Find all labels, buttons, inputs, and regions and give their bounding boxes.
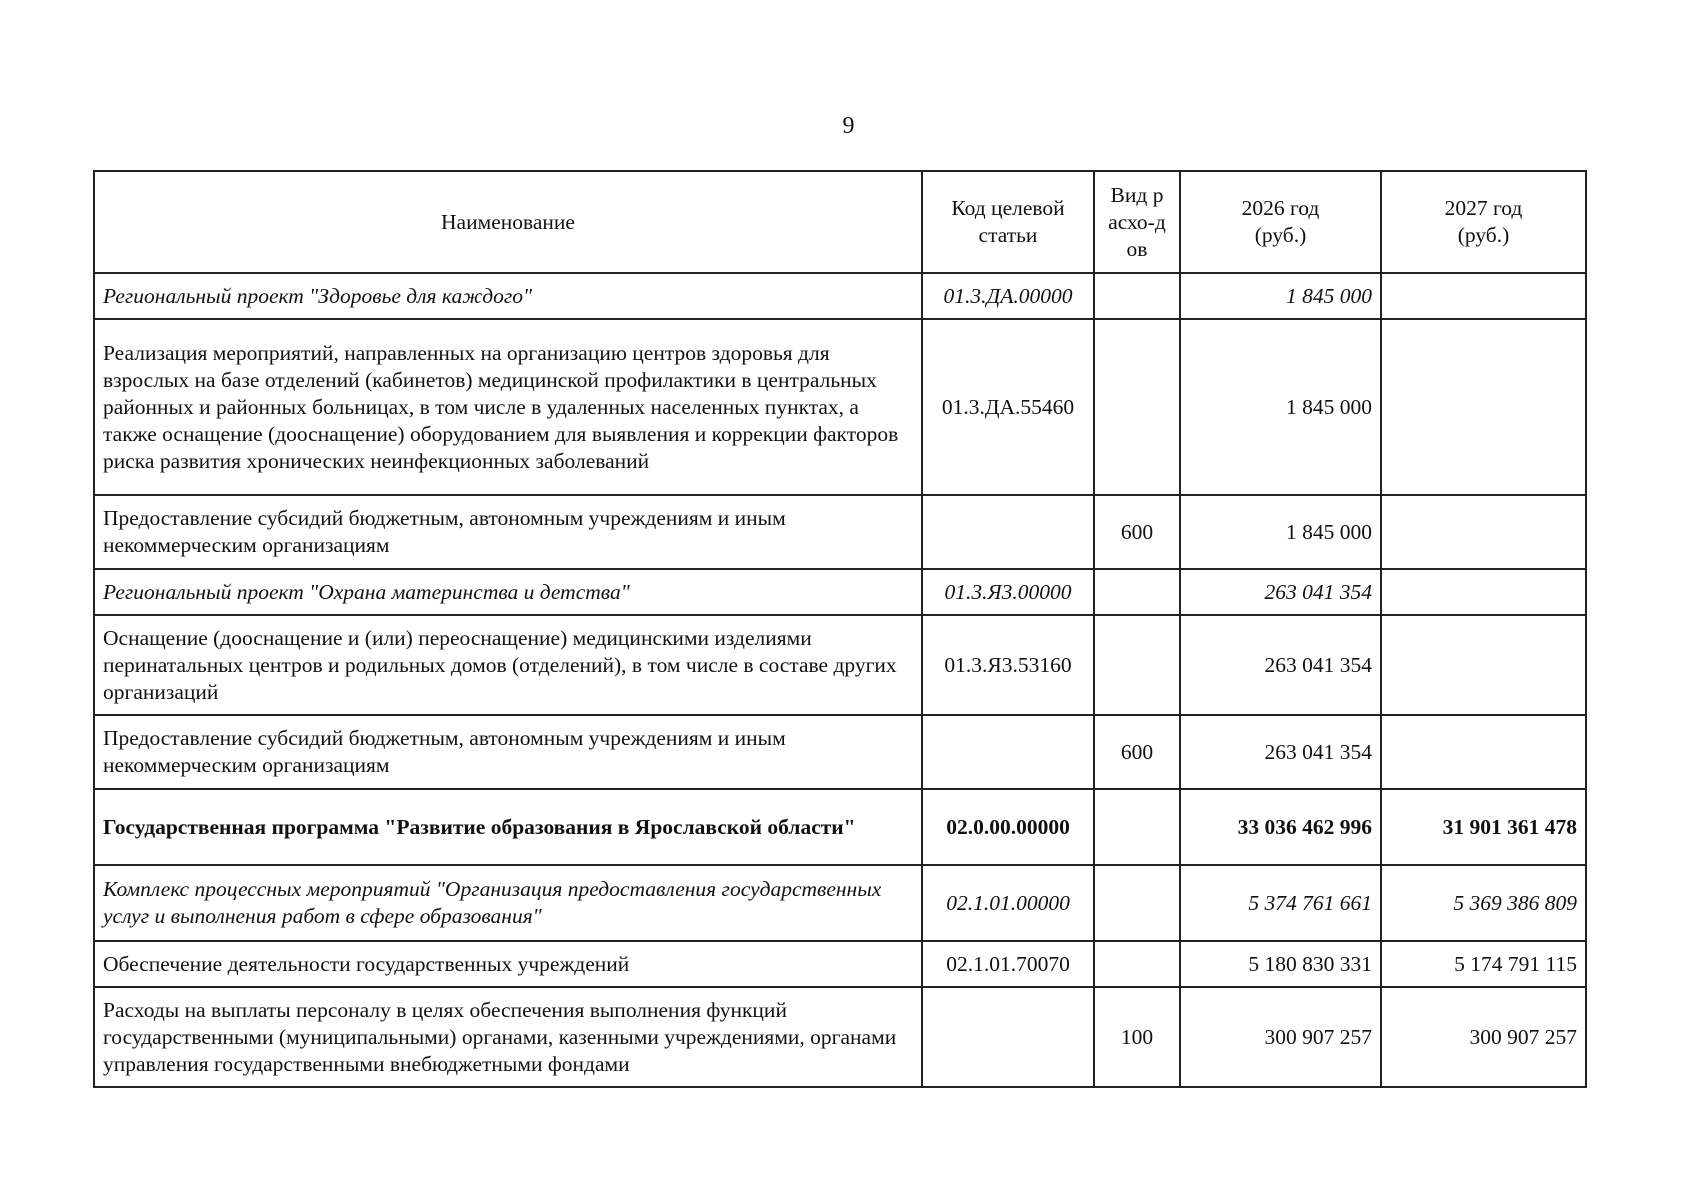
row-type: 600 bbox=[1094, 715, 1180, 789]
table-row bbox=[94, 615, 1586, 715]
row-2027: 31 901 361 478 bbox=[1381, 789, 1586, 865]
row-2026: 263 041 354 bbox=[1180, 615, 1381, 715]
row-type bbox=[1094, 319, 1180, 495]
row-name: Обеспечение деятельности государственных учреждений bbox=[94, 941, 922, 987]
table-header-row bbox=[94, 171, 1586, 273]
header-2027-text: 2027 год (руб.) bbox=[1444, 196, 1523, 247]
row-type bbox=[1094, 569, 1180, 615]
row-code: 02.0.00.00000 bbox=[922, 789, 1094, 865]
row-code: 01.3.Я3.53160 bbox=[922, 615, 1094, 715]
row-type: 100 bbox=[1094, 987, 1180, 1087]
row-name: Оснащение (дооснащение и (или) переоснащение) медицинскими изделиями перинатальных центров и родильных домов (отделений), в том числе в составе других организаций bbox=[94, 615, 922, 715]
row-type bbox=[1094, 865, 1180, 941]
row-name: Расходы на выплаты персоналу в целях обеспечения выполнения функций государственными (муниципальными) органами, казенными учреждениями, органами управления государственными внебюджетными фондами bbox=[94, 987, 922, 1087]
page-number: 9 bbox=[842, 113, 855, 139]
row-name: Комплекс процессных мероприятий "Организация предоставления государственных услуг и выполнения работ в сфере образования" bbox=[94, 865, 922, 941]
row-2027 bbox=[1381, 273, 1586, 319]
row-2026: 5 180 830 331 bbox=[1180, 941, 1381, 987]
row-code: 01.3.ДА.00000 bbox=[922, 273, 1094, 319]
row-2027 bbox=[1381, 715, 1586, 789]
row-name: Региональный проект "Охрана материнства и детства" bbox=[94, 569, 922, 615]
row-2027 bbox=[1381, 569, 1586, 615]
row-name: Региональный проект "Здоровье для каждого" bbox=[94, 273, 922, 319]
row-name: Предоставление субсидий бюджетным, автономным учреждениям и иным некоммерческим организациям bbox=[94, 495, 922, 569]
header-type-text: Вид расхо-дов bbox=[1108, 182, 1166, 261]
row-2026: 263 041 354 bbox=[1180, 715, 1381, 789]
header-2027 bbox=[1381, 171, 1586, 273]
row-type bbox=[1094, 789, 1180, 865]
row-2027: 5 369 386 809 bbox=[1381, 865, 1586, 941]
row-name: Государственная программа "Развитие образования в Ярославской области" bbox=[94, 789, 922, 865]
table-row bbox=[94, 319, 1586, 495]
row-2027 bbox=[1381, 615, 1586, 715]
row-code bbox=[922, 495, 1094, 569]
table-row bbox=[94, 495, 1586, 569]
row-type bbox=[1094, 273, 1180, 319]
row-type bbox=[1094, 615, 1180, 715]
row-2026: 5 374 761 661 bbox=[1180, 865, 1381, 941]
row-code bbox=[922, 715, 1094, 789]
row-code: 02.1.01.00000 bbox=[922, 865, 1094, 941]
row-2027 bbox=[1381, 319, 1586, 495]
header-type bbox=[1094, 171, 1180, 273]
table-row bbox=[94, 987, 1586, 1087]
header-2026 bbox=[1180, 171, 1381, 273]
row-2027: 300 907 257 bbox=[1381, 987, 1586, 1087]
row-2027 bbox=[1381, 495, 1586, 569]
header-2026-text: 2026 год (руб.) bbox=[1241, 196, 1320, 247]
row-name: Реализация мероприятий, направленных на организацию центров здоровья для взрослых на базе отделений (кабинетов) медицинской профилактики в центральных районных и районных больницах, в том числе в удаленных населенных пунктах, а также оснащение (дооснащение) оборудованием для выявления и коррекции факторов риска развития хронических неинфекционных заболеваний bbox=[94, 319, 922, 495]
table-row bbox=[94, 569, 1586, 615]
table-row bbox=[94, 789, 1586, 865]
row-2026: 33 036 462 996 bbox=[1180, 789, 1381, 865]
row-2026: 1 845 000 bbox=[1180, 495, 1381, 569]
row-2027: 5 174 791 115 bbox=[1381, 941, 1586, 987]
row-2026: 263 041 354 bbox=[1180, 569, 1381, 615]
row-2026: 1 845 000 bbox=[1180, 319, 1381, 495]
header-code-text: Код целевой статьи bbox=[951, 196, 1065, 247]
row-code bbox=[922, 987, 1094, 1087]
budget-table bbox=[93, 170, 1587, 1088]
row-2026: 300 907 257 bbox=[1180, 987, 1381, 1087]
header-name: Наименование bbox=[94, 171, 922, 273]
table-row bbox=[94, 715, 1586, 789]
row-code: 01.3.ДА.55460 bbox=[922, 319, 1094, 495]
table-row bbox=[94, 865, 1586, 941]
row-name: Предоставление субсидий бюджетным, автономным учреждениям и иным некоммерческим организациям bbox=[94, 715, 922, 789]
row-code: 02.1.01.70070 bbox=[922, 941, 1094, 987]
row-2026: 1 845 000 bbox=[1180, 273, 1381, 319]
row-code: 01.3.Я3.00000 bbox=[922, 569, 1094, 615]
row-type bbox=[1094, 941, 1180, 987]
table-row bbox=[94, 941, 1586, 987]
table-row bbox=[94, 273, 1586, 319]
row-type: 600 bbox=[1094, 495, 1180, 569]
header-code bbox=[922, 171, 1094, 273]
